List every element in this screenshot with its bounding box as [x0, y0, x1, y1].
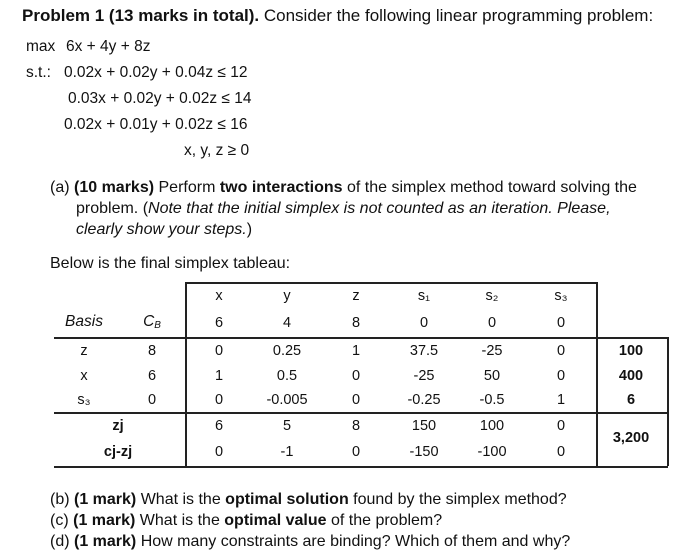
var-header-s3: s₃ — [554, 288, 568, 304]
row-1-s1: 37.5 — [409, 343, 439, 359]
zj-s3: 0 — [556, 418, 566, 434]
part-a-text-2: of the simplex method toward solving the — [342, 179, 637, 196]
question-c — [50, 510, 442, 531]
row-3-z: 0 — [351, 392, 361, 408]
zj-s2: 100 — [479, 418, 505, 434]
row-1-s2: -25 — [481, 343, 503, 359]
row-1-y: 0.25 — [272, 343, 302, 359]
question-c-prefix: (c) — [50, 512, 74, 529]
question-b-text-1: What is the — [136, 491, 226, 508]
part-a-prefix: (a) — [50, 179, 74, 196]
question-c-marks: (1 mark) — [73, 512, 136, 529]
cjzj-label: cj-zj — [103, 444, 133, 460]
objective-function: 6x + 4y + 8z — [66, 38, 151, 55]
tableau-bottom-line — [54, 466, 668, 468]
row-2-s3: 0 — [556, 368, 566, 384]
question-d-marks: (1 mark) — [74, 533, 137, 550]
constraint-1: 0.02x + 0.02y + 0.04z ≤ 12 — [64, 64, 248, 81]
cost-s2: 0 — [487, 315, 497, 331]
cb-header-letter: C — [143, 313, 155, 330]
cost-s1: 0 — [419, 315, 429, 331]
tableau-left-divider — [185, 282, 187, 466]
constraint-2: 0.03x + 0.02y + 0.02z ≤ 14 — [68, 90, 252, 107]
row-3-basis: s₃ — [77, 392, 91, 408]
row-2-s1: -25 — [413, 368, 435, 384]
question-b-prefix: (b) — [50, 491, 74, 508]
zj-label: zj — [112, 418, 124, 434]
row-1-s3: 0 — [556, 343, 566, 359]
part-a-marks: (10 marks) — [74, 179, 155, 196]
cjzj-s3: 0 — [556, 444, 566, 460]
var-header-z: z — [352, 288, 360, 304]
row-2-cb: 6 — [147, 368, 157, 384]
question-d-prefix: (d) — [50, 533, 74, 550]
part-a-note-italic-2: clearly show your steps. — [76, 221, 247, 238]
row-2-basis: x — [80, 368, 88, 384]
row-3-y: -0.005 — [266, 392, 308, 408]
cost-x: 6 — [214, 315, 224, 331]
question-d-text: How many constraints are binding? Which of them and why? — [136, 533, 571, 550]
row-2-x: 1 — [214, 368, 224, 384]
objective-value: 3,200 — [612, 430, 650, 446]
cost-z: 8 — [351, 315, 361, 331]
zj-x: 6 — [214, 418, 224, 434]
row-1-basis: z — [80, 343, 88, 359]
cjzj-z: 0 — [351, 444, 361, 460]
row-1-rhs: 100 — [618, 343, 644, 359]
row-3-s2: -0.5 — [479, 392, 505, 408]
problem-title-rest: Consider the following linear programming problem: — [259, 6, 654, 25]
part-a-note-italic: Note that the initial simplex is not counted as an iteration. Please, — [148, 200, 611, 217]
row-3-s3: 1 — [556, 392, 566, 408]
question-c-bold: optimal value — [224, 512, 327, 529]
var-header-y: y — [283, 288, 291, 304]
cjzj-x: 0 — [214, 444, 224, 460]
tableau-rhs-right-line — [667, 337, 669, 466]
row-2-z: 0 — [351, 368, 361, 384]
tableau-right-divider — [596, 282, 598, 466]
part-a-text-1: Perform — [154, 179, 220, 196]
st-label: s.t.: — [26, 64, 51, 81]
objective-label: max — [26, 38, 56, 55]
cjzj-s2: -100 — [477, 444, 507, 460]
cjzj-y: -1 — [280, 444, 294, 460]
cb-header-sub: B — [154, 320, 161, 331]
cost-s3: 0 — [556, 315, 566, 331]
part-a-line-2-text: problem. ( — [76, 200, 149, 217]
var-header-x: x — [215, 288, 223, 304]
zj-y: 5 — [282, 418, 292, 434]
tableau-header-line — [54, 337, 668, 339]
row-2-y: 0.5 — [276, 368, 298, 384]
row-3-s1: -0.25 — [407, 392, 441, 408]
tableau-body-line — [54, 412, 668, 414]
question-d — [50, 531, 570, 552]
row-1-cb: 8 — [147, 343, 157, 359]
zj-z: 8 — [351, 418, 361, 434]
row-2-s2: 50 — [483, 368, 501, 384]
part-a-bold: two interactions — [219, 179, 343, 196]
zj-s1: 150 — [411, 418, 437, 434]
problem-title-bold: Problem 1 (13 marks in total). — [22, 6, 260, 25]
row-1-x: 0 — [214, 343, 224, 359]
question-b — [50, 489, 567, 510]
row-3-x: 0 — [214, 392, 224, 408]
question-b-bold: optimal solution — [225, 491, 349, 508]
cjzj-s1: -150 — [409, 444, 439, 460]
nonnegativity-constraint: x, y, z ≥ 0 — [184, 142, 250, 159]
var-header-s1: s₁ — [417, 288, 431, 304]
cost-y: 4 — [282, 315, 292, 331]
question-b-text-2: found by the simplex method? — [348, 491, 567, 508]
constraint-3: 0.02x + 0.01y + 0.02z ≤ 16 — [64, 116, 248, 133]
row-3-rhs: 6 — [626, 392, 636, 408]
tableau-top-line — [185, 282, 597, 284]
question-b-marks: (1 mark) — [74, 491, 137, 508]
row-3-cb: 0 — [147, 392, 157, 408]
var-header-s2: s₂ — [485, 288, 499, 304]
problem-title — [22, 6, 653, 26]
question-c-text-2: of the problem? — [326, 512, 443, 529]
part-a-line-3 — [76, 219, 252, 240]
part-a-note-close: ) — [246, 221, 253, 238]
question-c-text-1: What is the — [135, 512, 225, 529]
basis-header: Basis — [65, 313, 103, 330]
row-2-rhs: 400 — [618, 368, 644, 384]
part-a-line-1 — [50, 177, 637, 198]
row-1-z: 1 — [351, 343, 361, 359]
tableau-intro: Below is the final simplex tableau: — [50, 255, 291, 272]
cb-header — [143, 313, 161, 331]
part-a-line-2 — [76, 198, 611, 219]
